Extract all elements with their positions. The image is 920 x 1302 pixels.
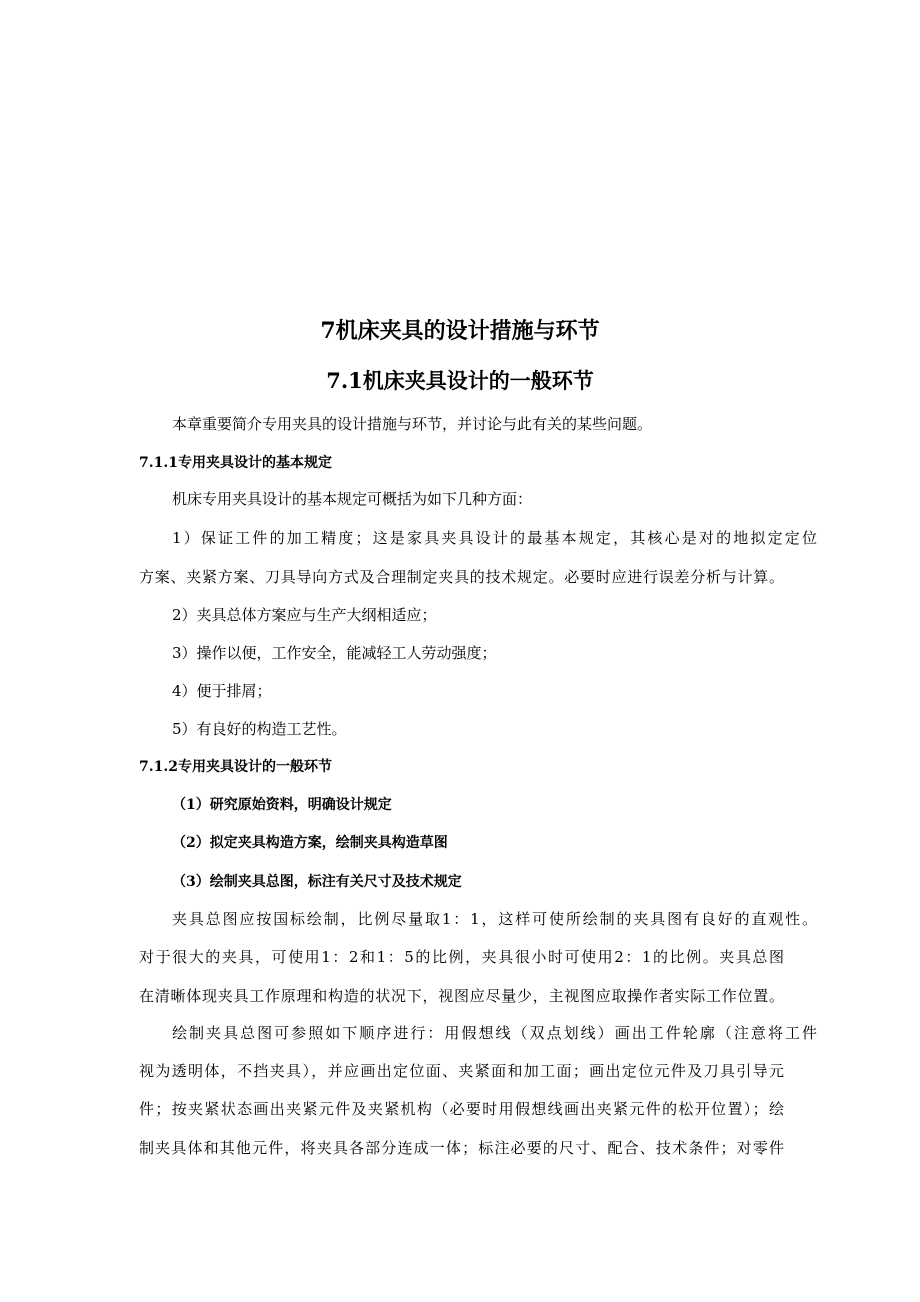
requirement-item-1-line-1: 1）保证工件的加工精度；这是家具夹具设计的最基本规定，其核心是对的地拟定定位 (172, 529, 817, 547)
assembly-drawing-paragraph-line-2: 对于很大的夹具，可使用1：2和1：5的比例，夹具很小时可使用2：1的比例。夹具总图 (139, 948, 784, 966)
section-title: 7.1机床夹具设计的一般环节 (326, 368, 594, 393)
subsection-heading-7-1-2: 7.1.2专用夹具设计的一般环节 (139, 759, 332, 775)
requirements-lead: 机床专用夹具设计的基本规定可概括为如下几种方面： (172, 490, 533, 508)
requirement-item-5: 5）有良好的构造工艺性。 (172, 720, 347, 738)
step-2-heading: （2）拟定夹具构造方案，绘制夹具构造草图 (172, 835, 448, 851)
drawing-order-paragraph-line-1: 绘制夹具总图可参照如下顺序进行：用假想线（双点划线）画出工件轮廓（注意将工件 (172, 1024, 817, 1042)
step-3-heading: （3）绘制夹具总图，标注有关尺寸及技术规定 (172, 874, 462, 890)
requirement-item-2: 2）夹具总体方案应与生产大纲相适应； (172, 606, 437, 624)
drawing-order-paragraph-line-3: 件；按夹紧状态画出夹紧元件及夹紧机构（必要时用假想线画出夹紧元件的松开位置）；绘 (139, 1100, 784, 1118)
requirement-item-3: 3）操作以便，工作安全，能减轻工人劳动强度； (172, 644, 497, 662)
subsection-heading-7-1-1: 7.1.1专用夹具设计的基本规定 (139, 455, 332, 471)
requirement-item-4: 4）便于排屑； (172, 682, 272, 700)
drawing-order-paragraph-line-2: 视为透明体，不挡夹具），并应画出定位面、夹紧面和加工面；画出定位元件及刀具引导元 (139, 1062, 784, 1080)
assembly-drawing-paragraph-line-3: 在清晰体现夹具工作原理和构造的状况下，视图应尽量少，主视图应取操作者实际工作位置。 (139, 987, 784, 1005)
requirement-item-1-line-2: 方案、夹紧方案、刀具导向方式及合理制定夹具的技术规定。必要时应进行误差分析与计算。 (139, 568, 784, 586)
step-1-heading: （1）研究原始资料，明确设计规定 (172, 797, 392, 813)
drawing-order-paragraph-line-4: 制夹具体和其他元件，将夹具各部分连成一体；标注必要的尺寸、配合、技术条件；对零件 (139, 1139, 784, 1157)
intro-paragraph: 本章重要简介专用夹具的设计措施与环节，并讨论与此有关的某些问题。 (172, 415, 653, 433)
chapter-title: 7机床夹具的设计措施与环节 (320, 318, 600, 344)
assembly-drawing-paragraph-line-1: 夹具总图应按国标绘制，比例尽量取1：1，这样可使所绘制的夹具图有良好的直观性。 (172, 910, 817, 928)
